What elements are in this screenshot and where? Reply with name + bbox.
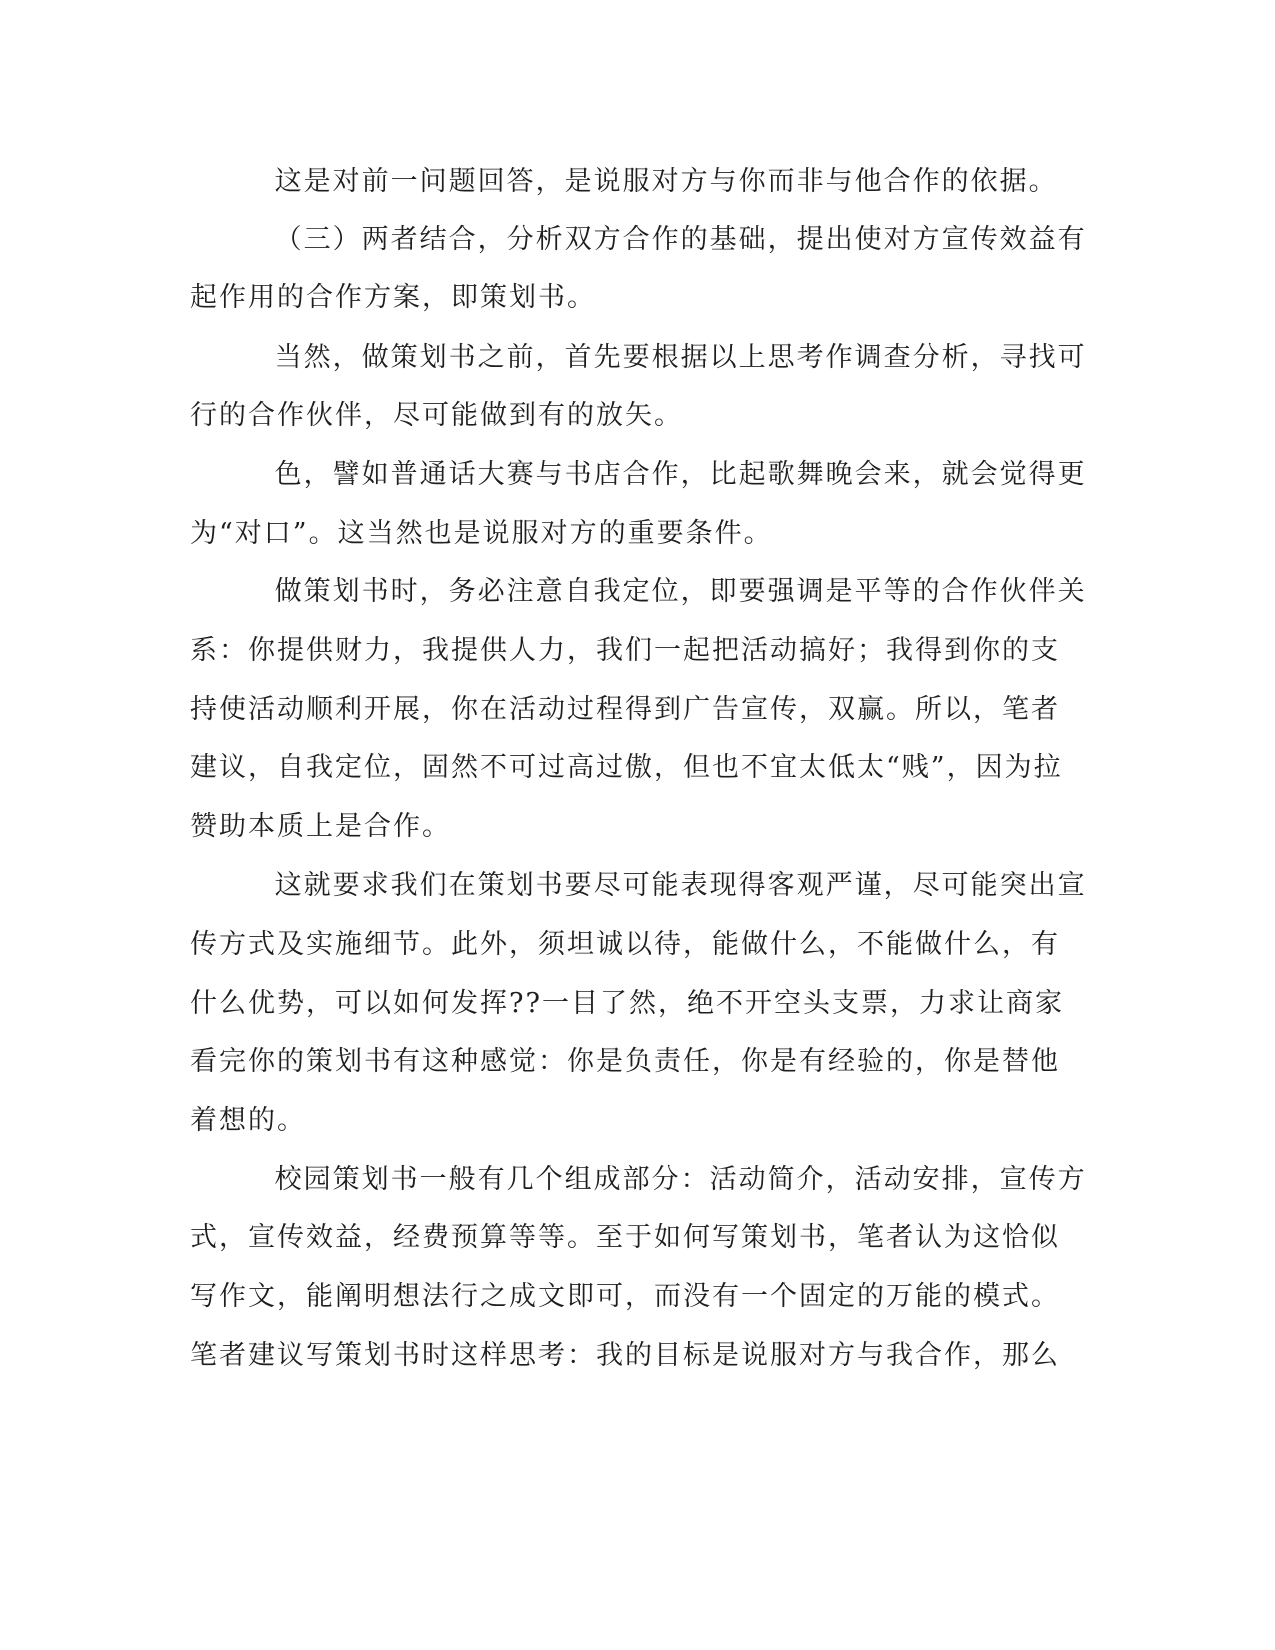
text-line: 传方式及实施细节。此外，须坦诚以待，能做什么，不能做什么，有 xyxy=(190,929,1060,960)
text-line: 当然，做策划书之前，首先要根据以上思考作调查分析，寻找可 xyxy=(190,342,1087,373)
text-line: 式，宣传效益，经费预算等等。至于如何写策划书，笔者认为这恰似 xyxy=(190,1222,1060,1253)
text-line: 系：你提供财力，我提供人力，我们一起把活动搞好；我得到你的支 xyxy=(190,635,1060,666)
text-line: 写作文，能阐明想法行之成文即可，而没有一个固定的万能的模式。 xyxy=(190,1281,1060,1312)
text-line: 笔者建议写策划书时这样思考：我的目标是说服对方与我合作，那么 xyxy=(190,1340,1060,1371)
text-line: 建议，自我定位，固然不可过高过傲，但也不宜太低太“贱”，因为拉 xyxy=(190,752,1063,783)
text-line: 持使活动顺利开展，你在活动过程得到广告宣传，双赢。所以，笔者 xyxy=(190,694,1060,725)
text-line: 这就要求我们在策划书要尽可能表现得客观严谨，尽可能突出宣 xyxy=(190,870,1087,901)
text-line: 看完你的策划书有这种感觉：你是负责任，你是有经验的，你是替他 xyxy=(190,1046,1060,1077)
text-line: 着想的。 xyxy=(190,1105,306,1136)
text-line: 这是对前一问题回答，是说服对方与你而非与他合作的依据。 xyxy=(190,166,1058,197)
text-line: 赞助本质上是合作。 xyxy=(190,811,451,842)
text-line: 行的合作伙伴，尽可能做到有的放矢。 xyxy=(190,400,683,431)
text-line: 为“对口”。这当然也是说服对方的重要条件。 xyxy=(190,518,773,549)
text-line: 起作用的合作方案，即策划书。 xyxy=(190,282,596,313)
text-line: （三）两者结合，分析双方合作的基础，提出使对方宣传效益有 xyxy=(190,224,1087,255)
text-line: 做策划书时，务必注意自我定位，即要强调是平等的合作伙伴关 xyxy=(190,576,1087,607)
text-line: 色，譬如普通话大赛与书店合作，比起歌舞晚会来，就会觉得更 xyxy=(190,459,1087,490)
text-line: 什么优势，可以如何发挥??一目了然，绝不开空头支票，力求让商家 xyxy=(190,988,1064,1019)
text-line: 校园策划书一般有几个组成部分：活动简介，活动安排，宣传方 xyxy=(190,1164,1087,1195)
